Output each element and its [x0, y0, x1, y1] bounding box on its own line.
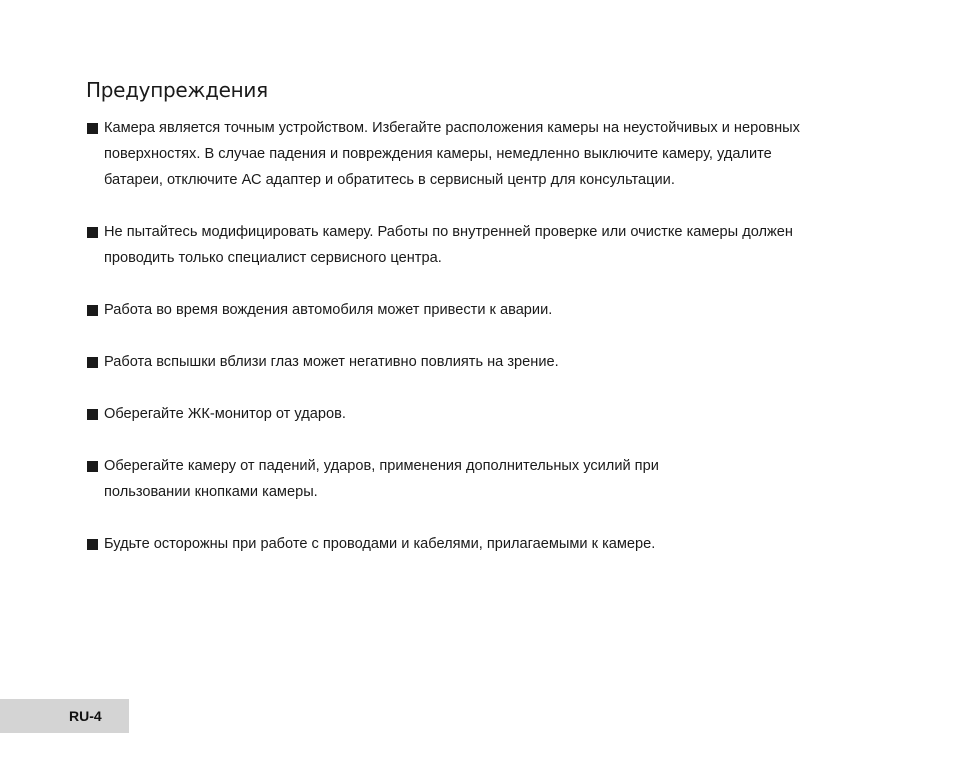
square-bullet-icon: [87, 409, 98, 420]
warning-item-drops-impacts: [87, 453, 847, 505]
warning-text: Оберегайте ЖК-монитор от ударов.: [104, 406, 346, 422]
square-bullet-icon: [87, 461, 98, 472]
warning-item-cables: [87, 531, 847, 557]
warning-item-flash-eyes: [87, 349, 847, 375]
square-bullet-icon: [87, 539, 98, 550]
warning-item-lcd-protection: [87, 401, 847, 427]
warning-text: Оберегайте камеру от падений, ударов, применения дополнительных усилий при пользовании кнопками камеры.: [104, 458, 659, 500]
warning-text: Будьте осторожны при работе с проводами и кабелями, прилагаемыми к камере.: [104, 536, 656, 552]
warning-text: Работа во время вождения автомобиля может привести к аварии.: [104, 302, 553, 318]
square-bullet-icon: [87, 123, 98, 134]
square-bullet-icon: [87, 227, 98, 238]
square-bullet-icon: [87, 357, 98, 368]
page-number: RU-4: [69, 708, 102, 724]
warning-text: Работа вспышки вблизи глаз может негативно повлиять на зрение.: [104, 354, 559, 370]
page-number-tab: [0, 699, 129, 733]
warning-text: Камера является точным устройством. Избегайте расположения камеры на неустойчивых и неровных поверхностях. В случае падения и повреждения камеры, немедленно выключите камеру, удалите батареи, отключите АС адаптер и обратитесь в сервисный центр для консультации.: [104, 120, 800, 188]
warning-item-no-modification: [87, 219, 847, 271]
warning-item-precision-device: [87, 115, 847, 193]
warning-text: Не пытайтесь модифицировать камеру. Работы по внутренней проверке или очистке камеры должен проводить только специалист сервисного центра.: [104, 224, 793, 266]
warning-item-driving: [87, 297, 847, 323]
warning-list: [87, 115, 847, 583]
page-title: Предупреждения: [86, 78, 268, 102]
square-bullet-icon: [87, 305, 98, 316]
